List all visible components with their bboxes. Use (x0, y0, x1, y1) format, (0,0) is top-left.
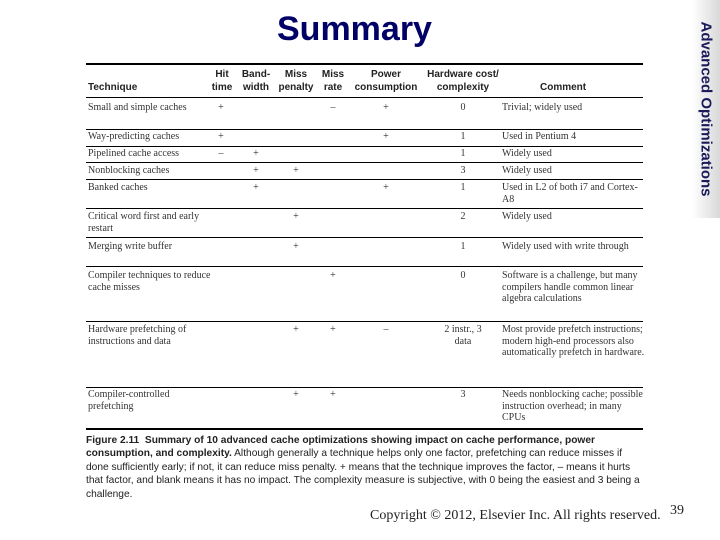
comment-cell: Used in L2 of both i7 and Cortex-A8 (502, 182, 638, 205)
hw-cost-cell: 2 instr., 3 data (444, 324, 482, 347)
header-hit-time: Hit time (211, 69, 233, 93)
technique-cell: Critical word first and early restart (88, 211, 200, 234)
hw-cost-cell: 3 (460, 389, 466, 400)
comment-cell: Widely used with write through (502, 241, 629, 252)
section-title: Advanced Optimizations (697, 21, 715, 197)
bandwidth-cell: + (253, 182, 259, 193)
power-cell: + (383, 131, 389, 142)
comment-cell: Most provide prefetch instructions; modern high-end processors also automatically prefetch in hardware. (502, 324, 645, 359)
hw-cost-cell: 0 (460, 270, 466, 281)
comment-cell: Widely used (502, 165, 552, 176)
hit-time-cell: + (218, 102, 224, 113)
caption-label: Figure 2.11 (86, 435, 140, 446)
row-separator (86, 387, 643, 388)
miss-penalty-cell: + (293, 324, 299, 335)
hw-cost-cell: 1 (460, 241, 466, 252)
miss-rate-cell: + (330, 389, 336, 400)
comment-cell: Trivial; widely used (502, 102, 583, 113)
miss-penalty-cell: + (293, 241, 299, 252)
bandwidth-cell: + (253, 148, 259, 159)
page-number: 39 (670, 503, 684, 518)
table-top-rule (86, 63, 643, 65)
hw-cost-cell: 1 (460, 131, 466, 142)
technique-cell: Hardware prefetching of instructions and data (88, 324, 187, 347)
hw-cost-cell: 3 (460, 165, 466, 176)
comment-cell: Widely used (502, 211, 552, 222)
row-separator (86, 129, 643, 130)
miss-rate-cell: + (330, 324, 336, 335)
row-separator (86, 179, 643, 180)
technique-cell: Small and simple caches (88, 102, 187, 113)
row-separator (86, 321, 643, 322)
technique-cell: Way-predicting caches (88, 131, 180, 142)
technique-cell: Merging write buffer (88, 241, 173, 252)
caption-bold: Summary of 10 advanced cache optimizations showing impact on cache performance, power consumption, and complexity. (86, 435, 595, 460)
header-miss-rate: Miss rate (321, 69, 345, 93)
comment-cell: Widely used (502, 148, 552, 159)
bandwidth-cell: + (253, 165, 259, 176)
header-hw-cost: Hardware cost/ complexity (427, 69, 499, 93)
miss-penalty-cell: + (293, 165, 299, 176)
section-banner (692, 0, 720, 218)
power-cell: + (383, 102, 389, 113)
technique-cell: Nonblocking caches (88, 165, 170, 176)
hw-cost-cell: 1 (460, 148, 466, 159)
row-separator (86, 237, 643, 238)
power-cell: + (383, 182, 389, 193)
header-bandwidth: Band- width (241, 69, 271, 93)
figure-caption (86, 434, 646, 501)
header-comment: Comment (540, 82, 587, 93)
hw-cost-cell: 2 (460, 211, 466, 222)
hw-cost-cell: 0 (460, 102, 466, 113)
row-separator (86, 428, 643, 430)
row-separator (86, 266, 643, 267)
copyright: Copyright © 2012, Elsevier Inc. All rights reserved. (370, 508, 661, 523)
power-cell: – (383, 324, 389, 335)
hw-cost-cell: 1 (460, 182, 466, 193)
miss-rate-cell: – (330, 102, 336, 113)
technique-cell: Banked caches (88, 182, 148, 193)
caption-text: Although generally a technique helps only one factor, prefetching can reduce misses if done sufficiently early; if not, it can reduce miss penalty. + means that the technique improves the factor, – means it hurts that factor, and blank means it has no impact. The complexity measure is subjective, with 0 being the easiest and 3 being a challenge. (86, 448, 640, 500)
header-rule (86, 97, 643, 98)
miss-penalty-cell: + (293, 211, 299, 222)
technique-cell: Compiler-controlled prefetching (88, 389, 170, 412)
technique-cell: Pipelined cache access (88, 148, 180, 159)
header-power: Power consumption (354, 69, 418, 93)
row-separator (86, 208, 643, 209)
technique-cell: Compiler techniques to reduce cache misses (88, 270, 211, 293)
miss-rate-cell: + (330, 270, 336, 281)
comment-cell: Software is a challenge, but many compilers handle common linear algebra calculations (502, 270, 638, 305)
hit-time-cell: + (218, 131, 224, 142)
header-technique: Technique (88, 82, 138, 93)
row-separator (86, 146, 643, 147)
hit-time-cell: – (218, 148, 224, 159)
comment-cell: Used in Pentium 4 (502, 131, 577, 142)
row-separator (86, 162, 643, 163)
header-miss-penalty: Miss penalty (278, 69, 314, 93)
miss-penalty-cell: + (293, 389, 299, 400)
comment-cell: Needs nonblocking cache; possible instruction overhead; in many CPUs (502, 389, 643, 424)
slide-title: Summary (277, 10, 432, 48)
